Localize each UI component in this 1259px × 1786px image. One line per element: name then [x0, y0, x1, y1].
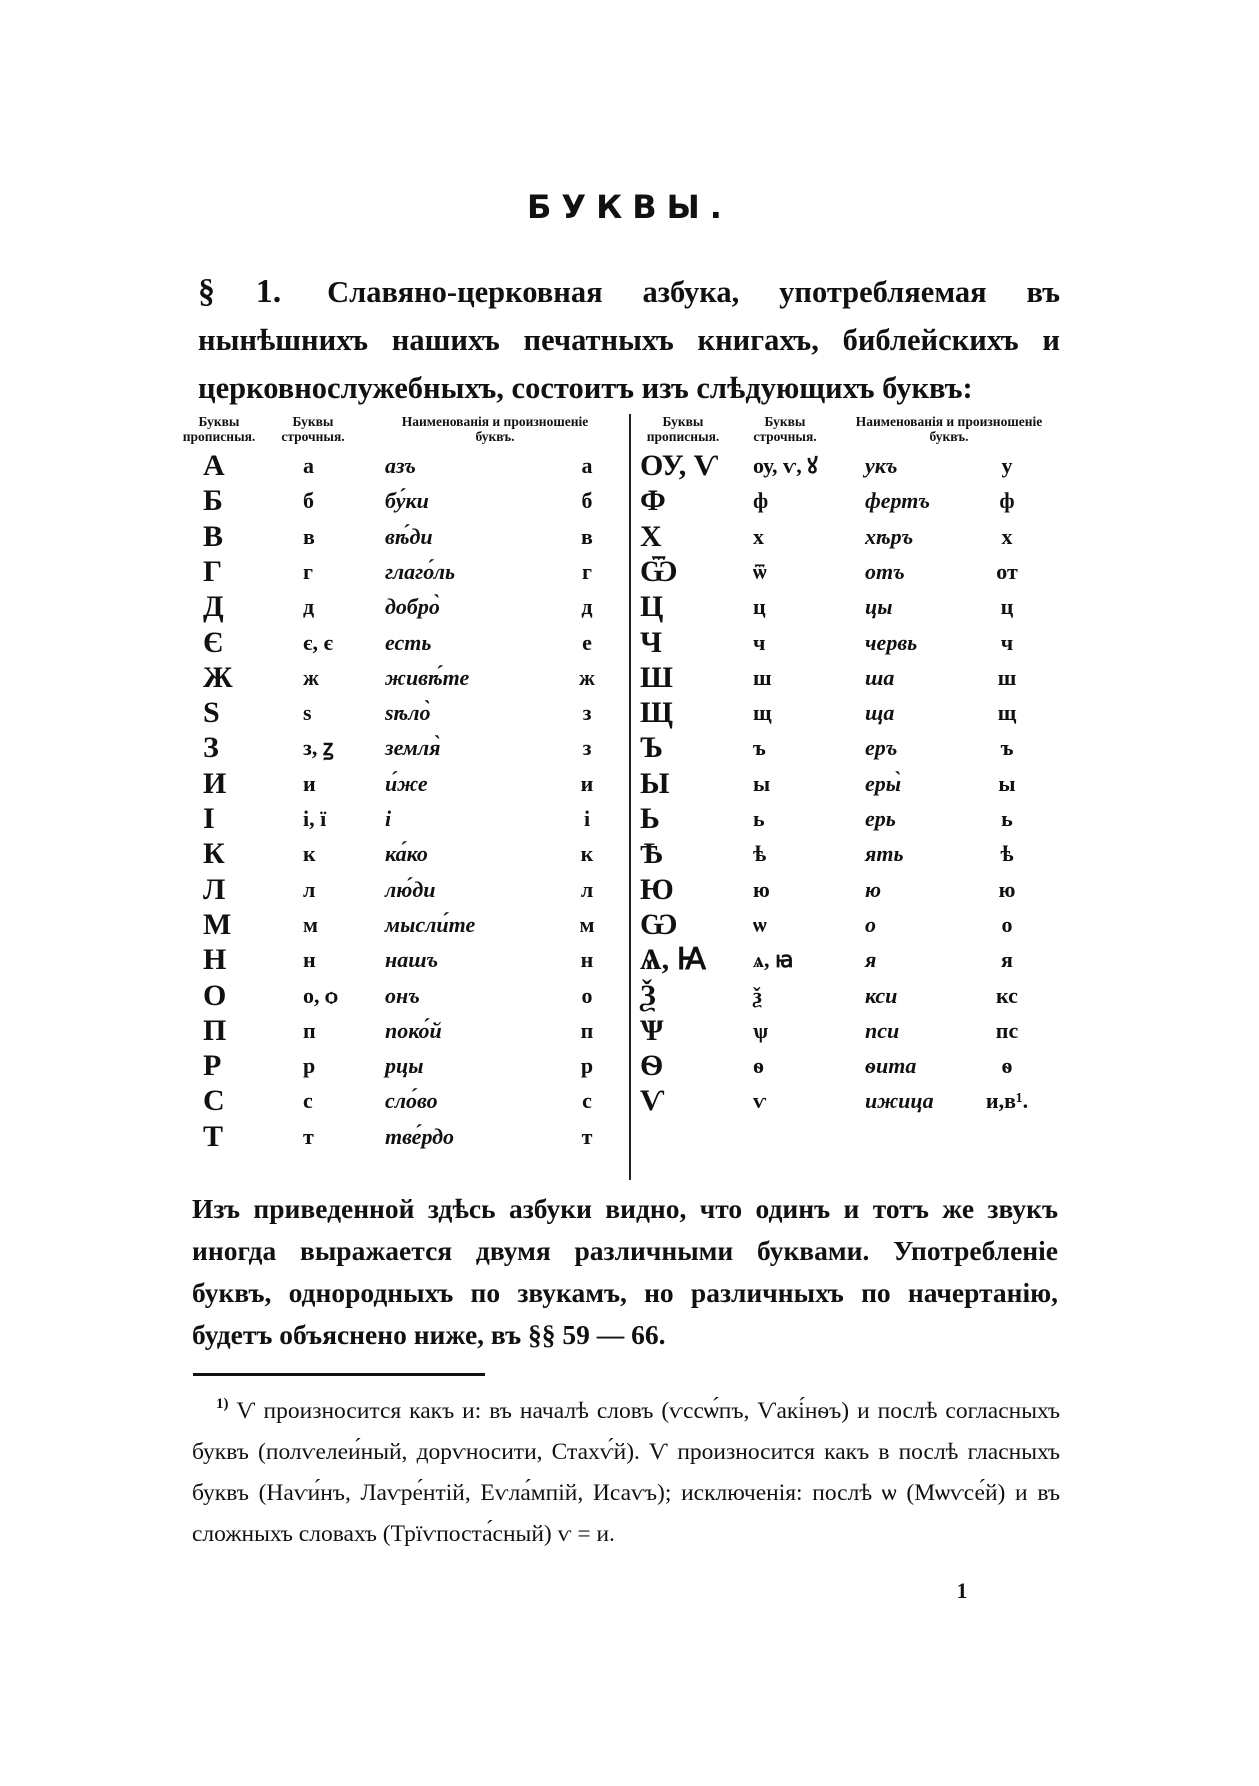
letter-pronunciation: м	[579, 911, 595, 937]
letter-pronunciation: ѳ	[1001, 1053, 1013, 1079]
letter-upper: Ж	[203, 660, 233, 694]
letter-lower: щ	[753, 700, 772, 726]
table-row	[175, 942, 1075, 978]
letter-name: червь	[865, 629, 918, 655]
header-upper-left: Буквы прописныя.	[182, 414, 256, 444]
letter-upper: Р	[203, 1049, 222, 1083]
letter-pronunciation: а	[581, 453, 593, 478]
letter-lower: ц	[753, 594, 766, 620]
letter-upper: Щ	[640, 696, 673, 730]
table-row	[175, 801, 1075, 837]
letter-upper: Ь	[640, 802, 660, 835]
letter-upper: Х	[640, 519, 662, 553]
letter-lower: оу, ѵ, ꙋ	[753, 453, 818, 478]
letter-upper: П	[203, 1013, 227, 1047]
header-name-right: Наименованія и произношеніе буквъ.	[855, 414, 1043, 444]
letter-pronunciation: и,в¹.	[985, 1088, 1029, 1114]
letter-upper: Ф	[640, 484, 666, 518]
letter-lower: л	[303, 876, 316, 902]
letter-pronunciation: л	[580, 876, 594, 902]
letter-upper: Є	[203, 625, 224, 659]
letter-lower: р	[303, 1053, 316, 1079]
letter-lower: ь	[753, 806, 765, 831]
letter-pronunciation: у	[1001, 453, 1013, 478]
letter-pronunciation: кс	[996, 982, 1018, 1008]
letter-pronunciation: ы	[998, 770, 1016, 796]
letter-name: цы	[865, 594, 893, 620]
letter-name: ѕѣло̀	[385, 700, 431, 726]
letter-name: кси	[865, 982, 898, 1008]
footnote-rule	[193, 1373, 485, 1376]
letter-pronunciation: г	[582, 558, 592, 584]
header-upper-right: Буквы прописныя.	[646, 414, 720, 444]
table-row	[175, 554, 1075, 590]
letter-lower: о, ѻ	[303, 982, 338, 1008]
letter-pronunciation: б	[581, 488, 593, 514]
footnote	[192, 1384, 1060, 1555]
letter-lower: ѧ, ꙗ	[753, 947, 794, 973]
table-row	[175, 1013, 1075, 1049]
section-mark: § 1.	[198, 273, 282, 310]
letter-lower: ѳ	[753, 1053, 764, 1079]
table-row	[175, 836, 1075, 872]
letter-lower: с	[303, 1088, 313, 1114]
letter-pronunciation: і	[583, 806, 591, 831]
letter-lower: м	[303, 911, 318, 937]
table-row	[175, 589, 1075, 625]
letter-name: о	[865, 911, 876, 937]
letter-name: рцы	[385, 1053, 424, 1079]
letter-lower: ѡ	[753, 911, 767, 937]
letter-pronunciation: в	[581, 523, 593, 549]
letter-pronunciation: ф	[999, 488, 1015, 514]
letter-upper: Ъ	[640, 731, 663, 765]
letter-name: отъ	[865, 558, 905, 584]
letter-pronunciation: щ	[997, 700, 1017, 726]
letter-upper: І	[203, 802, 215, 835]
letter-lower: г	[303, 558, 313, 584]
table-row	[175, 695, 1075, 731]
letter-lower: т	[303, 1123, 314, 1149]
table-row	[175, 872, 1075, 908]
letter-name: хѣръ	[865, 523, 914, 549]
letter-name: онъ	[385, 982, 420, 1008]
letter-lower: ѕ	[303, 700, 312, 726]
letter-pronunciation: о	[1001, 911, 1013, 937]
letter-pronunciation: и	[580, 770, 594, 796]
letter-lower: ы	[753, 770, 771, 796]
letter-name: еры̀	[865, 770, 902, 796]
letter-upper: Ѡ	[640, 907, 678, 941]
letter-upper: Ѱ	[640, 1013, 664, 1047]
intro-text: Славяно-церковная азбука, употребляемая въ нынѣшнихъ нашихъ печатныхъ книгахъ, библейскихъ и церковнослужебныхъ, состоитъ изъ слѣдующихъ буквъ:	[198, 275, 1061, 405]
letter-upper: Ц	[640, 590, 664, 624]
letter-lower: п	[303, 1017, 316, 1043]
letter-name: і	[385, 806, 392, 831]
table-row	[175, 625, 1075, 661]
header-lower-left: Буквы строчныя.	[281, 414, 345, 444]
letter-name: ижица	[865, 1088, 934, 1114]
letter-pronunciation: ю	[998, 876, 1016, 902]
table-row	[175, 483, 1075, 519]
letter-pronunciation: с	[582, 1088, 592, 1114]
letter-name: ерь	[865, 806, 896, 831]
letter-upper: Ы	[640, 766, 670, 800]
table-row	[175, 448, 1075, 484]
letter-lower: з, ꙁ	[303, 735, 334, 761]
alphabet-table	[175, 414, 1075, 1180]
page-number: 1	[956, 1578, 968, 1603]
letter-name: вѣ́ди	[385, 523, 433, 549]
letter-pronunciation: ш	[997, 664, 1017, 690]
letter-pronunciation: о	[581, 982, 593, 1008]
letter-name: укъ	[865, 453, 898, 478]
letter-name: мысли́те	[385, 911, 476, 937]
letter-lower: ѿ	[753, 558, 767, 584]
letter-name: поко́й	[385, 1017, 442, 1043]
letter-lower: к	[303, 841, 316, 867]
letter-upper: С	[203, 1084, 225, 1118]
letter-upper: К	[203, 837, 225, 871]
letter-pronunciation: т	[581, 1123, 593, 1149]
letter-pronunciation: ъ	[1000, 735, 1014, 761]
letter-name: сло́во	[385, 1088, 438, 1114]
letter-upper: А	[203, 449, 225, 482]
letter-pronunciation: ч	[1000, 629, 1014, 655]
letter-lower: ъ	[753, 735, 766, 761]
letter-lower: ѣ	[753, 841, 767, 867]
letter-upper: Ѿ	[640, 554, 678, 588]
letter-lower: ф	[753, 488, 769, 514]
letter-lower: ж	[303, 664, 319, 690]
letter-pronunciation: от	[996, 558, 1018, 584]
letter-upper: Ѣ	[640, 837, 663, 871]
letter-upper: Б	[203, 484, 223, 518]
letter-pronunciation: з	[582, 700, 592, 726]
letter-lower: б	[303, 488, 314, 514]
letter-pronunciation: х	[1001, 523, 1013, 549]
letter-upper: М	[203, 907, 232, 941]
letter-pronunciation: н	[580, 947, 594, 973]
footnote-text: Ѵ произносится какъ и: въ началѣ словъ (ѵссѡ́пъ, Ѵакі́нѳъ) и послѣ согласныхъ буквъ (полѵелеи́ный, дорѵносити, Стахѵ́й). Ѵ произносится какъ в послѣ гласныхъ буквъ (Наѵи́нъ, Лаѵре́нтій, Еѵла́мпій, Исаѵъ); исключенія: послѣ ѡ (Мѡѵсе́й) и въ сложныхъ словахъ (Трїѵпоста́сный) ѵ = и.	[192, 1398, 1060, 1547]
letter-name: есть	[385, 629, 432, 655]
letter-pronunciation: я	[1001, 947, 1013, 973]
letter-upper: Д	[203, 590, 224, 624]
letter-name: ша	[865, 664, 895, 690]
letter-lower: х	[753, 523, 764, 549]
letter-name: ка́ко	[385, 841, 428, 867]
letter-name: и́же	[385, 770, 428, 796]
letter-upper: Л	[203, 872, 226, 906]
footnote-marker: 1)	[216, 1396, 229, 1412]
table-row	[175, 766, 1075, 802]
table-row	[175, 978, 1075, 1014]
letter-pronunciation: к	[580, 841, 594, 867]
letter-pronunciation: ь	[1001, 806, 1013, 831]
letter-lower: ш	[753, 664, 772, 690]
header-lower-right: Буквы строчныя.	[753, 414, 817, 444]
table-row	[175, 660, 1075, 696]
letter-upper: Ч	[640, 625, 663, 659]
letter-name: лю́ди	[385, 876, 436, 902]
letter-name: нашъ	[385, 947, 439, 973]
letter-name: ять	[865, 841, 904, 867]
letter-pronunciation: ж	[579, 664, 595, 690]
letter-name: пси	[865, 1017, 900, 1043]
letter-upper: Ѯ	[640, 978, 656, 1012]
letter-name: глаго́ль	[385, 558, 456, 584]
letter-upper: Г	[203, 554, 223, 588]
letter-lower: ч	[753, 629, 766, 655]
table-row	[175, 1119, 1075, 1155]
letter-pronunciation: д	[581, 594, 593, 620]
letter-lower: ѱ	[753, 1017, 769, 1043]
letter-upper: Н	[203, 943, 227, 977]
table-row	[175, 730, 1075, 766]
table-row	[175, 519, 1075, 555]
letter-upper: Т	[203, 1119, 224, 1153]
letter-lower: н	[303, 947, 316, 973]
letter-lower: д	[303, 594, 315, 620]
letter-upper: Ѕ	[203, 696, 220, 730]
letter-name: ща	[865, 700, 895, 726]
letter-pronunciation: ц	[1000, 594, 1014, 620]
header-name-left: Наименованія и произношеніе буквъ.	[401, 414, 589, 444]
letter-lower: и	[303, 770, 316, 796]
letter-name: я	[865, 947, 877, 973]
letter-name: ю	[865, 876, 882, 902]
letter-lower: і, ї	[303, 806, 327, 831]
letter-upper: Ш	[640, 660, 673, 694]
letter-pronunciation: ѣ	[1000, 841, 1014, 867]
letter-upper: З	[203, 731, 219, 765]
letter-pronunciation: е	[582, 629, 592, 655]
letter-name: ѳита	[865, 1053, 917, 1079]
letter-lower: ю	[753, 876, 770, 902]
letter-lower: ѵ	[753, 1088, 767, 1114]
letter-pronunciation: п	[580, 1017, 594, 1043]
letter-upper: Ѧ, Ꙗ	[640, 943, 706, 977]
letter-lower: ѯ	[753, 982, 762, 1008]
table-row	[175, 1048, 1075, 1084]
letter-name: бу́ки	[385, 488, 429, 514]
letter-pronunciation: пс	[995, 1017, 1019, 1043]
table-row	[175, 1083, 1075, 1119]
letter-lower: в	[303, 523, 315, 549]
letter-lower: а	[303, 453, 314, 478]
table-row	[175, 907, 1075, 943]
letter-name: земля̀	[385, 735, 441, 761]
letter-upper: Ѳ	[640, 1049, 664, 1083]
letter-pronunciation: р	[580, 1053, 594, 1079]
letter-name: добро̀	[385, 594, 440, 620]
letter-name: фертъ	[865, 488, 930, 514]
letter-upper: И	[203, 766, 227, 800]
body-paragraph: Изъ приведенной здѣсь азбуки видно, что одинъ и тотъ же звукъ иногда выражается двумя различными буквами. Употребленіе буквъ, однородныхъ по звукамъ, но различныхъ по начертанію, будетъ объяснено ниже, въ §§ 59 — 66.	[192, 1193, 1058, 1350]
letter-upper: В	[203, 519, 224, 553]
letter-lower: є, є	[303, 629, 334, 655]
letter-pronunciation: з	[582, 735, 592, 761]
letter-name: живѣ́те	[385, 664, 470, 690]
letter-name: еръ	[865, 735, 898, 761]
letter-name: тве́рдо	[385, 1123, 455, 1149]
intro-paragraph	[198, 268, 1060, 412]
letter-upper: ОУ, Ѵ	[640, 449, 719, 482]
letter-upper: Ю	[640, 872, 674, 906]
letter-name: азъ	[385, 453, 416, 478]
page-title: БУКВЫ.	[527, 188, 732, 226]
letter-upper: О	[203, 978, 227, 1012]
letter-upper: Ѵ	[640, 1084, 665, 1118]
